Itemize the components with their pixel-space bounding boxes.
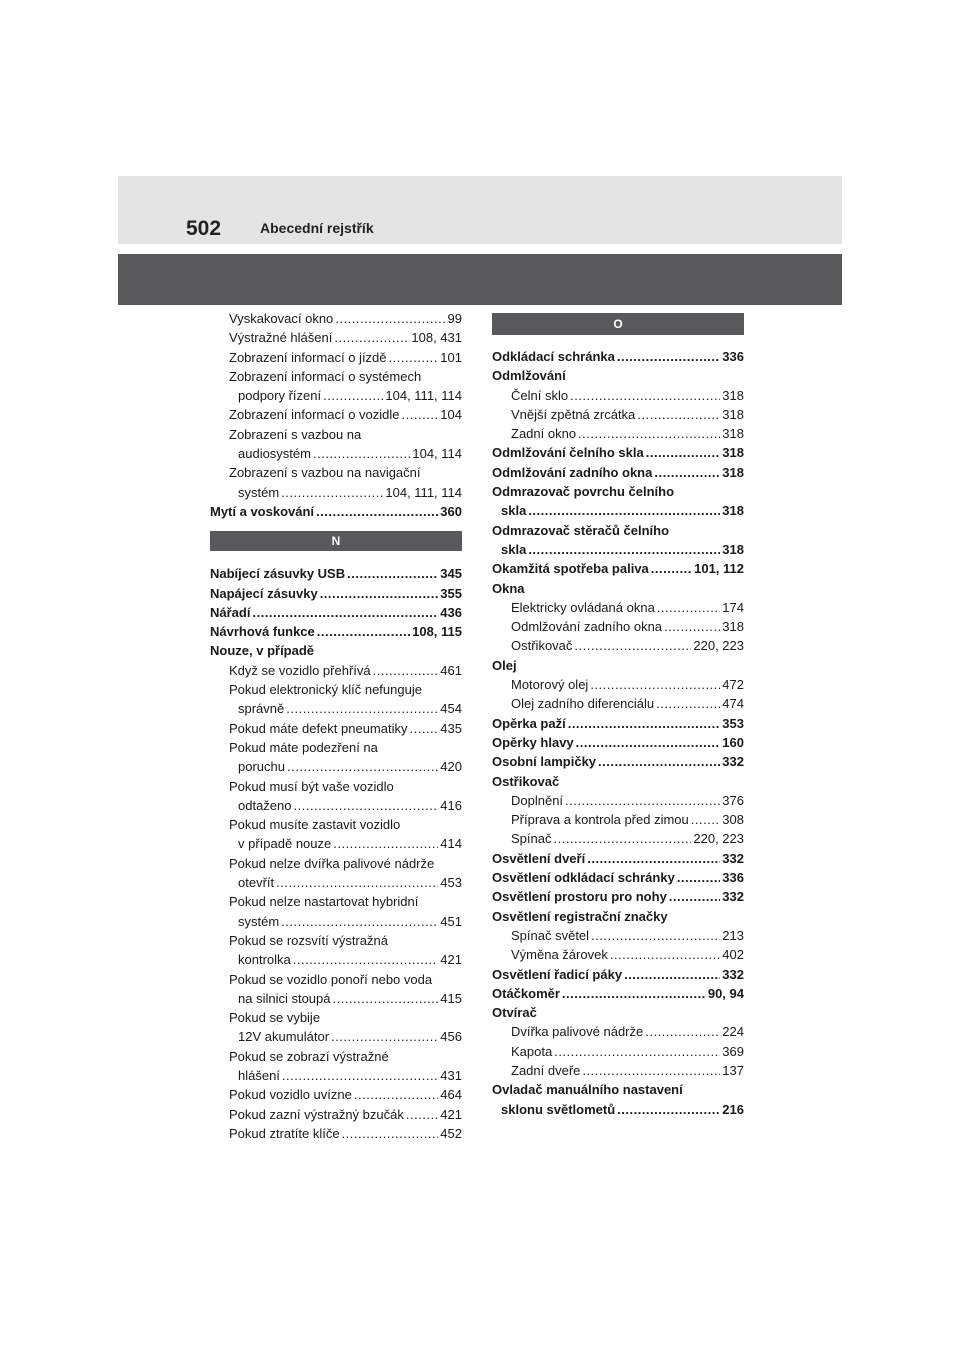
- index-entry: [492, 694, 744, 713]
- dot-leader: [323, 386, 383, 405]
- index-entry: [210, 641, 462, 660]
- index-entry-label: Dvířka palivové nádrže: [511, 1024, 644, 1040]
- index-entry: [210, 425, 462, 444]
- index-entry-label: Nářadí: [210, 604, 251, 620]
- index-entry-page: 369: [722, 1043, 744, 1059]
- index-entry-page: 104, 111, 114: [385, 484, 462, 500]
- index-entry-label: Osvětlení prostoru pro nohy: [492, 889, 667, 905]
- index-entry-label: skla: [501, 503, 527, 519]
- index-entry-label: Pokud máte defekt pneumatiky: [229, 720, 408, 736]
- index-entry-page: 421: [440, 952, 462, 968]
- dot-leader: [553, 829, 691, 848]
- index-entry-label: Mytí a voskování: [210, 503, 315, 519]
- index-entry: [492, 752, 744, 771]
- index-entry-page: 318: [722, 387, 744, 403]
- index-entry-page: 336: [722, 870, 744, 886]
- index-entry-page: 90, 94: [707, 985, 744, 1001]
- index-entry-page: 99: [447, 311, 462, 326]
- index-entry-label: Otvírač: [492, 1005, 537, 1021]
- index-entry-label: Kapota: [511, 1043, 553, 1059]
- index-entry: [210, 367, 462, 386]
- dot-leader: [677, 868, 720, 887]
- index-entry-label: Zobrazení s vazbou na: [229, 426, 362, 442]
- index-entry-label: Odmlžování čelního skla: [492, 445, 644, 461]
- index-entry-page: 472: [722, 677, 744, 693]
- index-entry: [210, 584, 462, 603]
- dot-leader: [333, 834, 438, 853]
- index-entry-label: Olej: [492, 657, 517, 673]
- index-entry-page: 160: [722, 734, 744, 750]
- index-entry-page: 318: [722, 464, 744, 480]
- dot-leader: [637, 405, 720, 424]
- index-entry-label: Pokud vozidlo uvízne: [229, 1087, 352, 1103]
- dot-leader: [294, 796, 439, 815]
- index-entry-page: 353: [722, 715, 744, 731]
- index-entry: [492, 1003, 744, 1022]
- index-entry: [210, 757, 462, 776]
- index-entry: [492, 579, 744, 598]
- dot-leader: [333, 989, 439, 1008]
- dot-leader: [582, 1061, 720, 1080]
- index-entry: [210, 777, 462, 796]
- index-entry: [492, 636, 744, 655]
- index-column-left: [210, 309, 462, 1143]
- index-group-v-continued: [210, 309, 462, 521]
- dot-leader: [587, 849, 720, 868]
- index-entry-page: 104, 114: [412, 446, 462, 462]
- index-entry-label: Pokud musíte zastavit vozidlo: [229, 817, 401, 833]
- dot-leader: [389, 348, 439, 367]
- index-entry-page: 452: [440, 1125, 462, 1141]
- index-entry-page: 416: [440, 797, 462, 813]
- dot-leader: [568, 714, 721, 733]
- index-entry-page: 420: [440, 759, 462, 775]
- index-entry-label: Zadní okno: [511, 426, 577, 442]
- dot-leader: [562, 984, 706, 1003]
- index-entry: [492, 1061, 744, 1080]
- index-entry-page: 332: [722, 850, 744, 866]
- index-entry-label: Pokud ztratíte klíče: [229, 1125, 340, 1141]
- dot-leader: [691, 810, 721, 829]
- header-band: [118, 176, 842, 244]
- index-entry-page: 213: [722, 927, 744, 943]
- index-entry-label: Osobní lampičky: [492, 754, 597, 770]
- index-entry-page: 318: [722, 541, 744, 557]
- dot-leader: [651, 559, 692, 578]
- index-entry-page: 414: [440, 836, 462, 852]
- index-entry-page: 345: [440, 566, 462, 582]
- index-entry-label: Zobrazení informací o systémech: [229, 368, 422, 384]
- index-entry-label: Okamžitá spotřeba paliva: [492, 561, 649, 577]
- index-entry-page: 318: [722, 406, 744, 422]
- index-entry: [210, 444, 462, 463]
- index-entry: [210, 1027, 462, 1046]
- page-number: 502: [186, 217, 222, 240]
- index-entry: [210, 564, 462, 583]
- dot-leader: [316, 502, 438, 521]
- index-entry: [492, 887, 744, 906]
- index-entry: [210, 483, 462, 502]
- index-entry: [210, 912, 462, 931]
- index-entry: [210, 815, 462, 834]
- index-entry-label: Odmlžování zadního okna: [492, 464, 653, 480]
- index-entry: [492, 405, 744, 424]
- index-entry: [210, 834, 462, 853]
- dot-leader: [335, 309, 445, 328]
- index-entry: [492, 463, 744, 482]
- index-entry-page: 108, 115: [412, 624, 462, 640]
- index-entry-label: Pokud elektronický klíč nefunguje: [229, 682, 422, 698]
- index-entry: [210, 719, 462, 738]
- index-entry-label: Doplnění: [511, 792, 564, 808]
- index-entry-label: hlášení: [238, 1067, 280, 1083]
- index-entry-page: 318: [722, 445, 744, 461]
- index-entry-label: Odmrazovač povrchu čelního: [492, 484, 675, 500]
- index-entry-label: Příprava a kontrola před zimou: [511, 812, 689, 828]
- index-entry-page: 431: [440, 1067, 462, 1083]
- dot-leader: [574, 636, 691, 655]
- index-entry: [492, 772, 744, 791]
- index-entry-page: 318: [722, 503, 744, 519]
- index-entry-label: Pokud se rozsvítí výstražná: [229, 932, 388, 948]
- index-entry-label: Pokud se zobrazí výstražné: [229, 1048, 389, 1064]
- index-entry: [492, 791, 744, 810]
- index-entry-label: na silnici stoupá: [238, 990, 331, 1006]
- dot-leader: [654, 463, 720, 482]
- index-entry: [492, 424, 744, 443]
- index-entry-label: Ostřikovač: [511, 638, 573, 654]
- index-entry-page: 104, 111, 114: [385, 388, 462, 404]
- dot-leader: [410, 719, 439, 738]
- index-entry: [210, 970, 462, 989]
- dot-leader: [617, 1100, 720, 1119]
- index-entry: [210, 931, 462, 950]
- page-title: Abecední rejstřík: [260, 220, 374, 236]
- index-entry: [492, 501, 744, 520]
- index-entry: [210, 796, 462, 815]
- dot-leader: [342, 1124, 439, 1143]
- index-entry-label: Okna: [492, 580, 525, 596]
- index-entry-label: poruchu: [238, 759, 285, 775]
- dot-leader: [570, 386, 720, 405]
- index-entry-page: 376: [722, 792, 744, 808]
- index-entry-page: 355: [440, 585, 462, 601]
- index-entry: [492, 714, 744, 733]
- index-entry: [210, 1105, 462, 1124]
- index-column-right: [492, 313, 744, 1119]
- dot-leader: [406, 1105, 438, 1124]
- dot-leader: [282, 1066, 438, 1085]
- dot-leader: [281, 912, 438, 931]
- index-group-n: [210, 564, 462, 1143]
- dot-leader: [657, 598, 720, 617]
- index-entry-page: 435: [440, 720, 462, 736]
- index-entry: [492, 1042, 744, 1061]
- index-entry: [210, 989, 462, 1008]
- index-entry-label: Napájecí zásuvky: [210, 585, 318, 601]
- index-entry: [492, 617, 744, 636]
- index-entry: [210, 661, 462, 680]
- index-entry: [210, 328, 462, 347]
- index-entry-label: správně: [238, 701, 285, 717]
- dot-leader: [354, 1085, 438, 1104]
- dot-leader: [624, 965, 720, 984]
- index-entry-page: 474: [722, 696, 744, 712]
- index-entry-page: 454: [440, 701, 462, 717]
- dot-leader: [347, 564, 438, 583]
- dot-leader: [313, 444, 410, 463]
- index-entry-label: Výstražné hlášení: [229, 330, 333, 346]
- index-entry: [492, 443, 744, 462]
- index-entry-label: otevřít: [238, 875, 275, 891]
- dot-leader: [528, 501, 720, 520]
- dot-leader: [331, 1027, 438, 1046]
- index-entry: [210, 603, 462, 622]
- index-entry: [210, 502, 462, 521]
- index-entry: [210, 309, 462, 328]
- dot-leader: [286, 699, 438, 718]
- index-entry-label: podpory řízení: [238, 388, 322, 404]
- index-entry: [492, 366, 744, 385]
- index-entry-page: 402: [722, 947, 744, 963]
- dot-leader: [617, 347, 720, 366]
- dot-leader: [590, 675, 720, 694]
- index-entry: [492, 907, 744, 926]
- dot-leader: [664, 617, 720, 636]
- index-entry: [210, 1085, 462, 1104]
- index-entry-page: 216: [722, 1101, 744, 1117]
- index-entry-label: systém: [238, 484, 280, 500]
- dot-leader: [565, 791, 720, 810]
- index-entry-page: 220, 223: [693, 831, 744, 847]
- index-entry-page: 104: [440, 407, 462, 423]
- index-entry: [210, 463, 462, 482]
- dot-leader: [293, 950, 439, 969]
- index-entry-label: Spínač světel: [511, 927, 590, 943]
- letter-heading-n: N: [210, 531, 462, 551]
- index-entry-page: 336: [722, 349, 744, 364]
- letter-heading-o: O: [492, 313, 744, 335]
- index-entry-label: Motorový olej: [511, 677, 589, 693]
- index-entry-label: Pokud zazní výstražný bzučák: [229, 1106, 404, 1122]
- index-entry-label: Nabíjecí zásuvky USB: [210, 566, 346, 582]
- index-entry: [210, 892, 462, 911]
- dot-leader: [669, 887, 721, 906]
- dot-leader: [610, 945, 720, 964]
- index-entry-page: 456: [440, 1029, 462, 1045]
- dot-leader: [598, 752, 720, 771]
- index-entry-label: Opěrka paží: [492, 715, 566, 731]
- index-entry: [210, 622, 462, 641]
- dot-leader: [281, 483, 383, 502]
- index-entry-label: Otáčkoměr: [492, 985, 560, 1001]
- index-entry: [492, 810, 744, 829]
- index-entry-page: 137: [722, 1062, 744, 1078]
- index-entry-page: 332: [722, 889, 744, 905]
- dot-leader: [578, 424, 720, 443]
- index-entry: [492, 849, 744, 868]
- index-entry-label: odtaženo: [238, 797, 292, 813]
- index-entry: [492, 482, 744, 501]
- index-entry-page: 332: [722, 754, 744, 770]
- dot-leader: [645, 1022, 720, 1041]
- index-entry-label: Pokud se vybije: [229, 1010, 321, 1026]
- dot-leader: [656, 694, 720, 713]
- index-entry-label: 12V akumulátor: [238, 1029, 330, 1045]
- index-entry-label: v případě nouze: [238, 836, 332, 852]
- dot-leader: [320, 584, 439, 603]
- dot-leader: [528, 540, 720, 559]
- index-entry-label: Ostřikovač: [492, 773, 560, 789]
- dot-leader: [252, 603, 438, 622]
- index-entry: [210, 1047, 462, 1066]
- index-entry: [492, 965, 744, 984]
- index-entry-page: 421: [440, 1106, 462, 1122]
- index-entry: [492, 984, 744, 1003]
- index-entry-label: Když se vozidlo přehřívá: [229, 662, 371, 678]
- index-entry-label: Pokud nelze dvířka palivové nádrže: [229, 855, 435, 871]
- index-entry-page: 436: [440, 604, 462, 620]
- index-entry-label: Ovladač manuálního nastavení: [492, 1082, 683, 1098]
- dot-leader: [276, 873, 438, 892]
- index-entry-page: 332: [722, 966, 744, 982]
- index-entry-page: 308: [722, 812, 744, 828]
- index-entry-label: Nouze, v případě: [210, 643, 315, 659]
- index-entry-label: Osvětlení řadicí páky: [492, 966, 623, 982]
- index-entry-label: sklonu světlometů: [501, 1101, 616, 1117]
- index-entry-label: Spínač: [511, 831, 552, 847]
- dot-leader: [554, 1042, 720, 1061]
- index-entry: [210, 348, 462, 367]
- index-entry: [492, 521, 744, 540]
- index-entry-label: Zadní dveře: [511, 1062, 581, 1078]
- index-entry-label: Odmlžování zadního okna: [511, 619, 663, 635]
- index-entry: [210, 854, 462, 873]
- index-entry: [210, 873, 462, 892]
- index-entry: [210, 1008, 462, 1027]
- dot-leader: [287, 757, 438, 776]
- index-entry: [492, 1080, 744, 1099]
- index-entry-page: 415: [440, 990, 462, 1006]
- index-entry-label: Čelní sklo: [511, 387, 569, 403]
- index-entry-page: 360: [440, 503, 462, 519]
- index-entry-label: Odmlžování: [492, 368, 566, 384]
- index-entry-label: Osvětlení odkládací schránky: [492, 870, 675, 886]
- index-entry: [492, 559, 744, 578]
- index-entry-page: 453: [440, 875, 462, 891]
- index-entry-label: Olej zadního diferenciálu: [511, 696, 655, 712]
- index-entry-label: Odmrazovač stěračů čelního: [492, 522, 670, 538]
- index-entry: [492, 656, 744, 675]
- index-entry-label: Návrhová funkce: [210, 624, 315, 640]
- index-entry: [210, 699, 462, 718]
- index-entry-label: Opěrky hlavy: [492, 734, 574, 750]
- index-entry: [492, 598, 744, 617]
- dot-leader: [646, 443, 721, 462]
- index-entry-label: Osvětlení registrační značky: [492, 908, 668, 924]
- index-entry-page: 108, 431: [411, 330, 462, 346]
- index-entry: [492, 386, 744, 405]
- index-entry: [210, 738, 462, 757]
- header-dark-bar: [118, 254, 842, 305]
- index-entry-page: 220, 223: [693, 638, 744, 654]
- index-entry: [210, 1066, 462, 1085]
- index-entry: [492, 945, 744, 964]
- index-entry: [210, 386, 462, 405]
- index-entry: [492, 540, 744, 559]
- index-entry-label: Elektricky ovládaná okna: [511, 599, 655, 615]
- index-entry: [210, 405, 462, 424]
- index-entry-page: 464: [440, 1087, 462, 1103]
- index-entry-label: Zobrazení informací o jízdě: [229, 349, 387, 365]
- index-entry: [492, 733, 744, 752]
- index-entry: [492, 1022, 744, 1041]
- index-entry: [210, 950, 462, 969]
- dot-leader: [334, 328, 409, 347]
- index-entry: [492, 347, 744, 366]
- index-entry-label: audiosystém: [238, 446, 311, 462]
- index-entry: [210, 680, 462, 699]
- index-entry-page: 461: [440, 662, 462, 678]
- index-entry-page: 224: [722, 1024, 744, 1040]
- index-entry-page: 318: [722, 426, 744, 442]
- dot-leader: [402, 405, 439, 424]
- index-entry-page: 451: [440, 913, 462, 929]
- dot-leader: [576, 733, 721, 752]
- index-group-o: [492, 347, 744, 1119]
- index-entry: [492, 829, 744, 848]
- index-entry: [492, 1100, 744, 1119]
- index-entry-label: kontrolka: [238, 952, 291, 968]
- index-entry: [492, 675, 744, 694]
- dot-leader: [591, 926, 720, 945]
- index-entry-page: 101, 112: [694, 561, 744, 577]
- index-entry-page: 101: [440, 349, 462, 365]
- index-entry: [492, 926, 744, 945]
- index-entry: [210, 1124, 462, 1143]
- index-entry-label: Pokud musí být vaše vozidlo: [229, 778, 394, 794]
- dot-leader: [317, 622, 410, 641]
- index-entry-page: 174: [722, 599, 744, 615]
- index-entry-label: Zobrazení s vazbou na navigační: [229, 465, 421, 481]
- dot-leader: [373, 661, 439, 680]
- index-entry-label: Odkládací schránka: [492, 349, 615, 364]
- index-entry-page: 318: [722, 619, 744, 635]
- index-entry: [492, 868, 744, 887]
- index-entry-label: Pokud se vozidlo ponoří nebo voda: [229, 971, 433, 987]
- index-entry-label: Vyskakovací okno: [229, 311, 334, 326]
- index-entry-label: Osvětlení dveří: [492, 850, 586, 866]
- index-entry-label: systém: [238, 913, 280, 929]
- index-entry-label: Vnější zpětná zrcátka: [511, 406, 636, 422]
- index-entry-label: Výměna žárovek: [511, 947, 608, 963]
- index-entry-label: skla: [501, 541, 527, 557]
- index-entry-label: Pokud nelze nastartovat hybridní: [229, 894, 419, 910]
- index-entry-label: Pokud máte podezření na: [229, 739, 378, 755]
- index-entry-label: Zobrazení informací o vozidle: [229, 407, 400, 423]
